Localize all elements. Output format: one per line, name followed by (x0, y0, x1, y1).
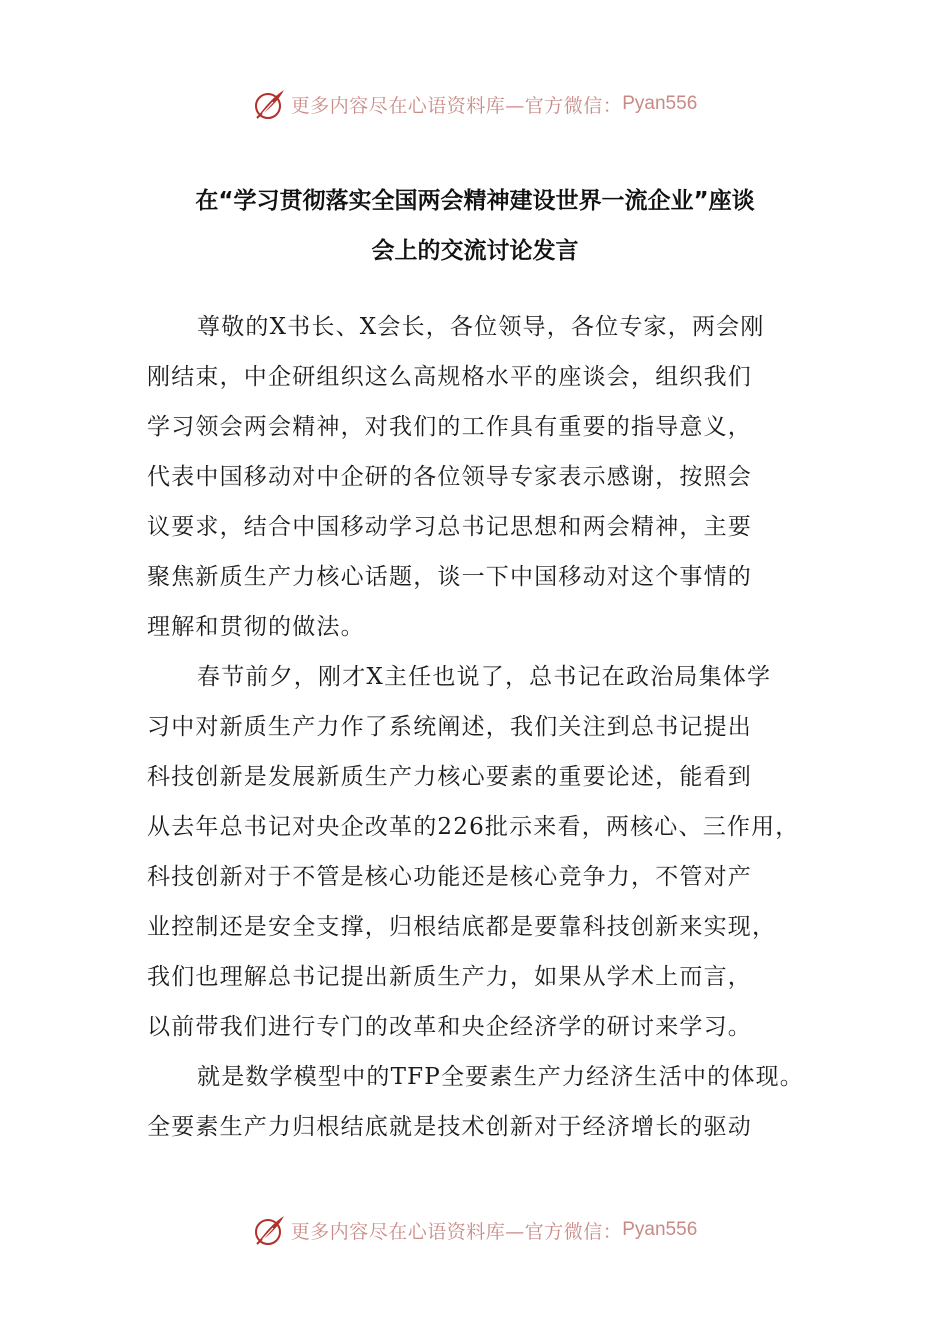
banner-text: 更多内容尽在心语资料库—官方微信： (290, 1220, 623, 1243)
banner-text: 更多内容尽在心语资料库—官方微信： (290, 94, 623, 117)
body-line: 以前带我们进行专门的改革和央企经济学的研讨来学习。 (147, 1014, 752, 1040)
body-line: 理解和贯彻的做法。 (147, 614, 365, 640)
body-line: 从去年总书记对央企改革的226批示来看，两核心、三作用， (147, 814, 800, 840)
quill-logo-icon (253, 1213, 287, 1247)
body-line: 习中对新质生产力作了系统阐述，我们关注到总书记提出 (147, 714, 752, 740)
document-body (147, 302, 847, 1152)
body-line: 刚结束，中企研组织这么高规格水平的座谈会，组织我们 (147, 364, 752, 390)
body-line: 就是数学模型中的TFP全要素生产力经济生活中的体现。 (197, 1064, 804, 1090)
body-line: 议要求，结合中国移动学习总书记思想和两会精神，主要 (147, 514, 752, 540)
quill-logo-icon (253, 87, 287, 121)
body-line: 科技创新是发展新质生产力核心要素的重要论述，能看到 (147, 764, 752, 790)
banner-wechat-id: Pyan556 (622, 1219, 698, 1240)
body-line: 业控制还是安全支撑，归根结底都是要靠科技创新来实现， (147, 914, 777, 940)
body-line: 代表中国移动对中企研的各位领导专家表示感谢，按照会 (147, 464, 752, 490)
footer-watermark-banner (0, 1210, 950, 1250)
body-line: 科技创新对于不管是核心功能还是核心竞争力，不管对产 (147, 864, 752, 890)
body-line: 全要素生产力归根结底就是技术创新对于经济增长的驱动 (147, 1114, 752, 1140)
header-watermark-banner (0, 84, 950, 124)
body-line: 聚焦新质生产力核心话题，谈一下中国移动对这个事情的 (147, 564, 752, 590)
body-line: 学习领会两会精神，对我们的工作具有重要的指导意义， (147, 414, 752, 440)
document-title-line-2: 会上的交流讨论发言 (371, 238, 579, 264)
banner-wechat-id: Pyan556 (622, 93, 698, 114)
body-line: 尊敬的X书长、X会长，各位领导，各位专家，两会刚 (197, 314, 765, 340)
body-line: 春节前夕，刚才X主任也说了，总书记在政治局集体学 (197, 664, 772, 690)
document-title-line-1: 在“学习贯彻落实全国两会精神建设世界一流企业”座谈 (195, 188, 755, 214)
body-line: 我们也理解总书记提出新质生产力，如果从学术上而言， (147, 964, 752, 990)
